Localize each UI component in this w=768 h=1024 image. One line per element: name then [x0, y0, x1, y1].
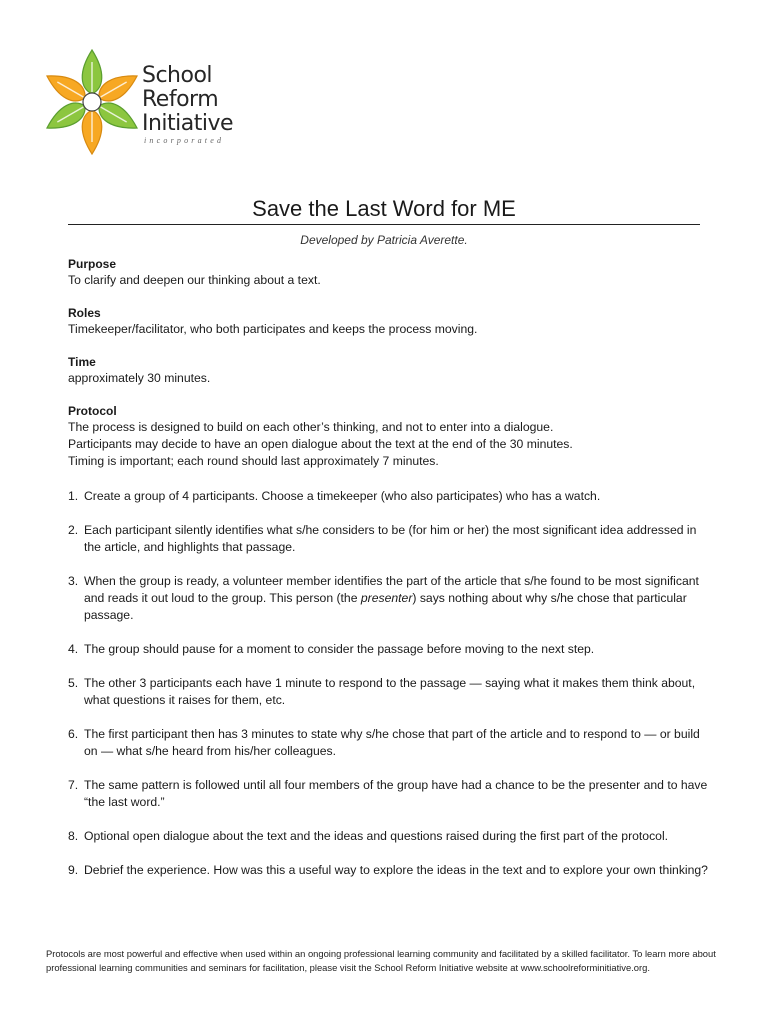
step-number: 6.: [68, 727, 79, 741]
time-text: approximately 30 minutes.: [68, 371, 211, 385]
protocol-line: Participants may decide to have an open dialogue about the text at the end of the 30 minutes.: [68, 437, 573, 451]
protocol-section: [68, 403, 712, 470]
step-number: 5.: [68, 676, 79, 690]
step-item: [68, 488, 712, 505]
step-item: [68, 522, 712, 556]
step-item: [68, 573, 712, 624]
step-text: Create a group of 4 participants. Choose a timekeeper (who also participates) who has a watch.: [84, 489, 601, 503]
purpose-text: To clarify and deepen our thinking about a text.: [68, 273, 321, 287]
document-body: [68, 256, 712, 896]
step-text: [84, 574, 699, 622]
org-name-line2: Reform: [142, 87, 219, 112]
roles-section: [68, 305, 712, 338]
step-text: The other 3 participants each have 1 minute to respond to the passage — saying what it makes them think about, what questions it raises for them, etc.: [84, 676, 696, 707]
step-item: [68, 777, 712, 811]
step-number: 1.: [68, 489, 79, 503]
protocol-line: The process is designed to build on each other’s thinking, and not to enter into a dialogue.: [68, 420, 554, 434]
step-text: The same pattern is followed until all four members of the group have had a chance to be the presenter and to have “the last word.”: [84, 778, 708, 809]
author-line: Developed by Patricia Averette.: [300, 233, 468, 247]
purpose-heading: Purpose: [68, 257, 117, 271]
step-item: [68, 726, 712, 760]
step-number: 7.: [68, 778, 79, 792]
steps-list: [68, 488, 712, 879]
footer-note: Protocols are most powerful and effective when used within an ongoing professional learning community and facilitated by a skilled facilitator. To learn more about professional learning communities and seminars for facilitation, please visit the School Reform Initiative website at www.schoolreforminitiative.org.: [46, 948, 716, 973]
step-item: [68, 675, 712, 709]
step-item: [68, 641, 712, 658]
logo: [44, 46, 244, 158]
org-name-line3: Initiative: [142, 111, 234, 136]
org-name-line1: School: [142, 63, 213, 88]
org-subtitle: incorporated: [144, 136, 225, 145]
page-title: Save the Last Word for ME: [252, 196, 516, 221]
step-text-part: When the group is ready, a volunteer member identifies the part of the article that s/he found to be most significant and reads it out loud to the group. This person (the: [84, 574, 699, 605]
title-divider: [68, 224, 700, 225]
roles-heading: Roles: [68, 306, 101, 320]
protocol-heading: Protocol: [68, 404, 117, 418]
step-text: The first participant then has 3 minutes to state why s/he chose that part of the article and to respond to — or build on — what s/he heard from his/her colleagues.: [84, 727, 700, 758]
time-heading: Time: [68, 355, 96, 369]
step-text: Debrief the experience. How was this a useful way to explore the ideas in the text and to explore your own thinking?: [84, 863, 708, 877]
step-item: [68, 828, 712, 845]
step-text-part: ) says nothing about why s/he chose that particular passage.: [84, 591, 687, 622]
time-section: [68, 354, 712, 387]
protocol-line: Timing is important; each round should last approximately 7 minutes.: [68, 454, 439, 468]
step-text: The group should pause for a moment to consider the passage before moving to the next step.: [84, 642, 595, 656]
step-number: 4.: [68, 642, 79, 656]
step-number: 9.: [68, 863, 79, 877]
roles-text: Timekeeper/facilitator, who both participates and keeps the process moving.: [68, 322, 478, 336]
step-number: 2.: [68, 523, 79, 537]
step-text: Each participant silently identifies what s/he considers to be (for him or her) the most significant idea addressed in the article, and highlights that passage.: [84, 523, 697, 554]
protocol-text: [68, 419, 712, 470]
step-text: Optional open dialogue about the text and the ideas and questions raised during the first part of the protocol.: [84, 829, 669, 843]
org-name: [142, 64, 233, 136]
step-number: 3.: [68, 574, 79, 588]
flower-logo-icon: [44, 46, 140, 158]
presenter-term: presenter: [360, 591, 413, 605]
step-number: 8.: [68, 829, 79, 843]
purpose-section: [68, 256, 712, 289]
step-item: [68, 862, 712, 879]
